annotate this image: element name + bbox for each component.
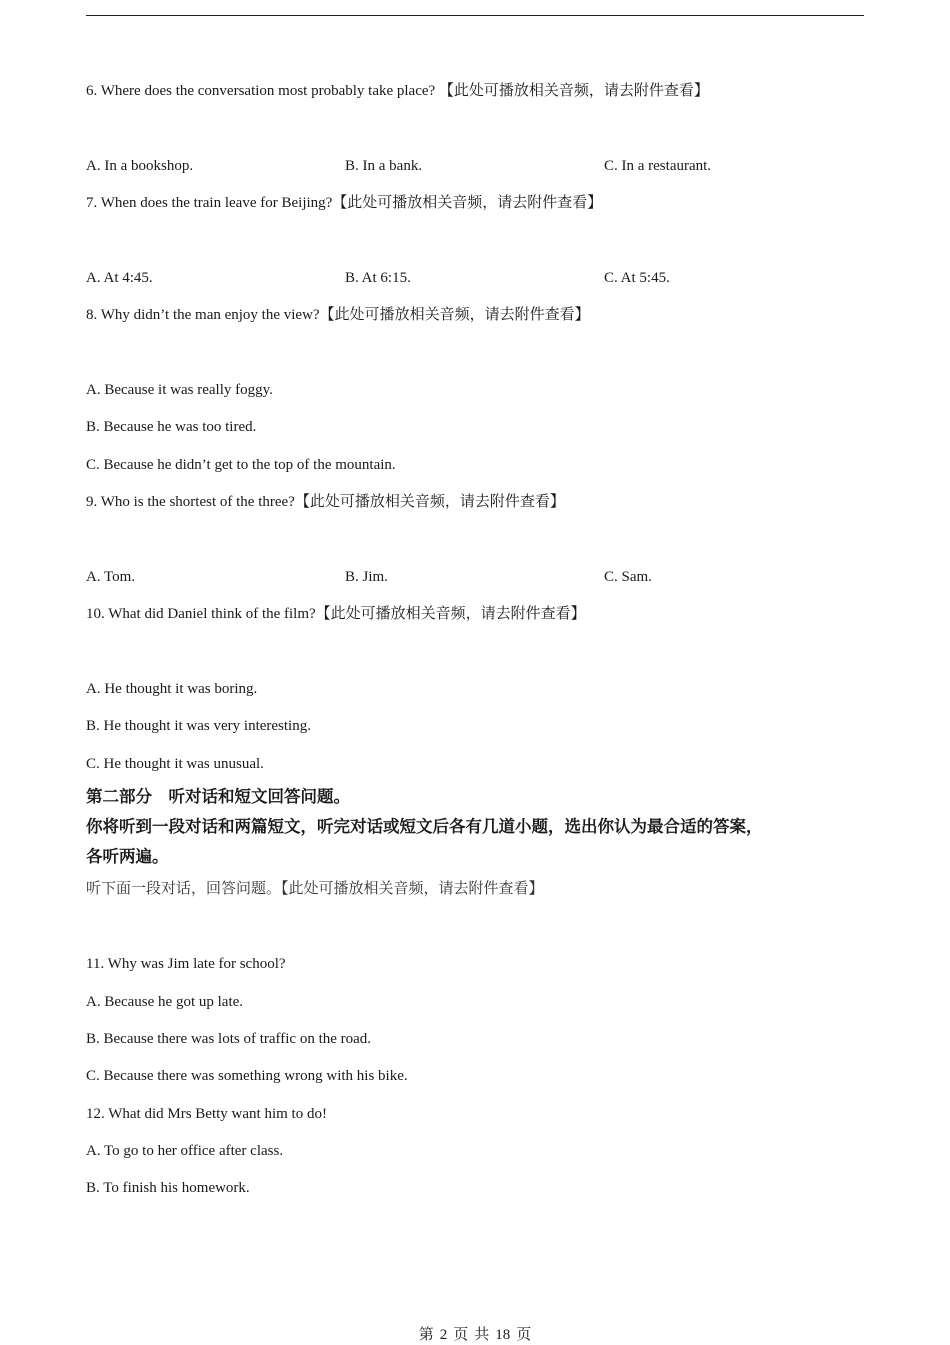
option-b: B. In a bank. bbox=[345, 158, 423, 174]
option-a: A. To go to her office after class. bbox=[86, 1143, 284, 1159]
option-a: A. Because he got up late. bbox=[86, 994, 244, 1010]
question-12-stem: 12. What did Mrs Betty want him to do! bbox=[86, 1106, 327, 1122]
option-c: C. Because he didn’t get to the top of the mountain. bbox=[86, 457, 396, 473]
option-b: B. Jim. bbox=[345, 569, 388, 585]
part2-sub-instruction: 听下面一段对话，回答问题。【此处可播放相关音频，请去附件查看】 bbox=[86, 881, 544, 897]
header-rule bbox=[86, 15, 864, 16]
part2-heading: 第二部分 听对话和短文回答问题。 bbox=[86, 787, 350, 806]
page-total: 18 bbox=[495, 1327, 511, 1343]
option-b: B. To finish his homework. bbox=[86, 1180, 250, 1196]
option-a: A. At 4:45. bbox=[86, 270, 153, 286]
question-11-stem: 11. Why was Jim late for school? bbox=[86, 956, 286, 972]
option-a: A. In a bookshop. bbox=[86, 158, 194, 174]
option-c: C. In a restaurant. bbox=[604, 158, 712, 174]
footer-word: 页 bbox=[516, 1327, 532, 1343]
option-c: C. Sam. bbox=[604, 569, 652, 585]
footer-word: 页 bbox=[453, 1327, 469, 1343]
question-9-stem: 9. Who is the shortest of the three?【此处可播放相关音频，请去附件查看】 bbox=[86, 494, 565, 510]
option-b: B. Because there was lots of traffic on the road. bbox=[86, 1031, 372, 1047]
option-a: A. Because it was really foggy. bbox=[86, 382, 273, 398]
part2-instruction-line1: 你将听到一段对话和两篇短文，听完对话或短文后各有几道小题，选出你认为最合适的答案， bbox=[86, 817, 763, 836]
footer-word: 第 bbox=[418, 1327, 434, 1343]
option-a: A. He thought it was boring. bbox=[86, 681, 258, 697]
option-b: B. At 6:15. bbox=[345, 270, 411, 286]
option-b: B. He thought it was very interesting. bbox=[86, 718, 311, 734]
question-8-stem: 8. Why didn’t the man enjoy the view?【此处可播放相关音频，请去附件查看】 bbox=[86, 307, 590, 323]
option-a: A. Tom. bbox=[86, 569, 136, 585]
page-footer bbox=[0, 1325, 950, 1345]
question-7-stem: 7. When does the train leave for Beijing?【此处可播放相关音频，请去附件查看】 bbox=[86, 195, 603, 211]
page-number: 2 bbox=[439, 1327, 448, 1343]
question-10-stem: 10. What did Daniel think of the film?【此处可播放相关音频，请去附件查看】 bbox=[86, 606, 586, 622]
footer-word: 共 bbox=[474, 1327, 490, 1343]
question-6-stem: 6. Where does the conversation most probably take place? 【此处可播放相关音频，请去附件查看】 bbox=[86, 83, 709, 99]
option-c: C. He thought it was unusual. bbox=[86, 756, 264, 772]
option-c: C. Because there was something wrong with his bike. bbox=[86, 1068, 408, 1084]
option-c: C. At 5:45. bbox=[604, 270, 670, 286]
part2-instruction-line2: 各听两遍。 bbox=[86, 847, 169, 866]
option-b: B. Because he was too tired. bbox=[86, 419, 257, 435]
